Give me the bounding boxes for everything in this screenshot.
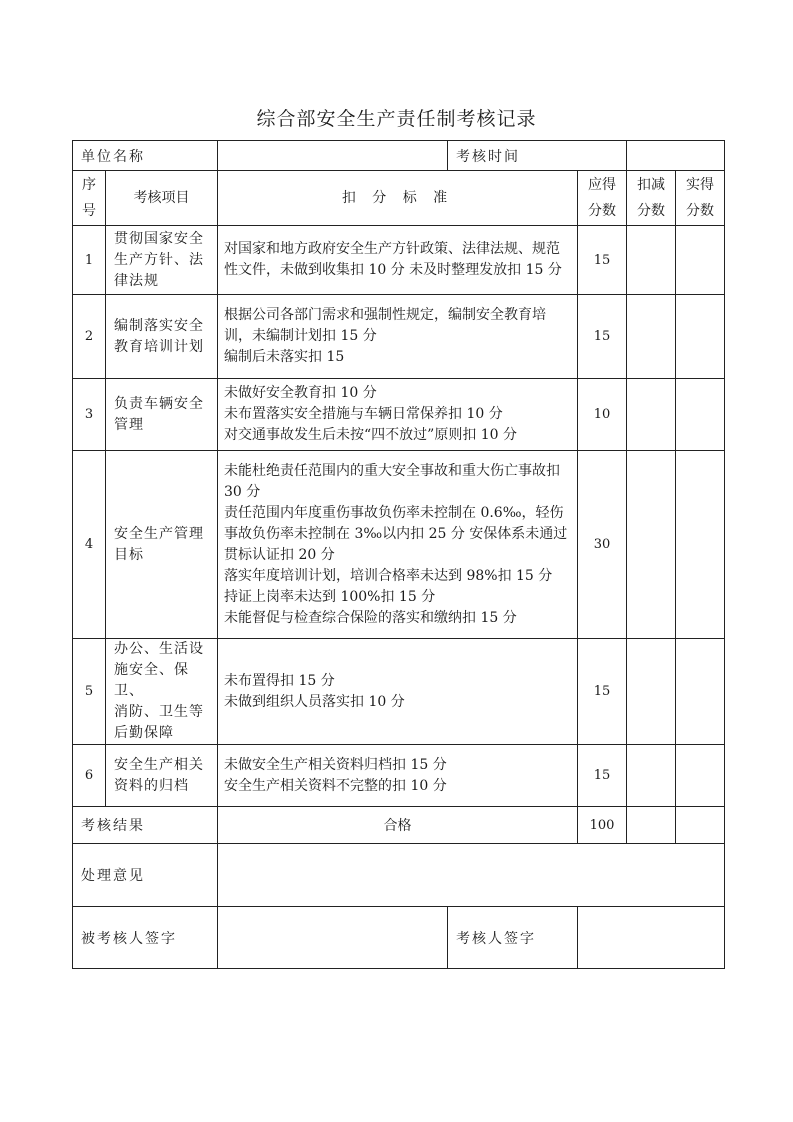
row-actual-cell[interactable] bbox=[676, 295, 725, 379]
row-item: 安全生产相关 资料的归档 bbox=[106, 745, 218, 807]
row-actual-cell[interactable] bbox=[676, 379, 725, 451]
row-deduct-cell[interactable] bbox=[627, 226, 676, 295]
row-seq: 1 bbox=[73, 226, 106, 295]
row-criteria: 未能杜绝责任范围内的重大安全事故和重大伤亡事故扣 30 分 责任范围内年度重伤事故负伤率未控制在 0.6‰，轻伤事故负伤率未控制在 3‰以内扣 25 分 安保体系未通过贯标认证扣 20 分 落实年度培训计划，培训合格率未达到 98%扣 15 分 持证上岗率未达到 100%扣 15 分 未能督促与检查综合保险的落实和缴纳扣 15 分 bbox=[218, 451, 578, 639]
opinion-field[interactable] bbox=[218, 844, 725, 907]
item-header: 考核项目 bbox=[106, 171, 218, 226]
unit-name-label: 单位名称 bbox=[73, 141, 218, 171]
assessee-signature-label: 被考核人签字 bbox=[73, 907, 218, 969]
assessment-table bbox=[72, 140, 725, 969]
row-seq: 4 bbox=[73, 451, 106, 639]
result-row bbox=[73, 807, 725, 844]
row-criteria: 未布置得扣 15 分 未做到组织人员落实扣 10 分 bbox=[218, 639, 578, 745]
unit-name-field[interactable] bbox=[218, 141, 448, 171]
assessee-signature-field[interactable] bbox=[218, 907, 448, 969]
row-criteria: 未做好安全教育扣 10 分 未布置落实安全措施与车辆日常保养扣 10 分 对交通事故发生后未按“四不放过”原则扣 10 分 bbox=[218, 379, 578, 451]
page-title: 综合部安全生产责任制考核记录 bbox=[256, 108, 537, 130]
row-score: 30 bbox=[578, 451, 627, 639]
row-item: 办公、生活设 施安全、保卫、 消防、卫生等 后勤保障 bbox=[106, 639, 218, 745]
row-score: 15 bbox=[578, 226, 627, 295]
row-deduct-cell[interactable] bbox=[627, 295, 676, 379]
row-criteria: 未做安全生产相关资料归档扣 15 分 安全生产相关资料不完整的扣 10 分 bbox=[218, 745, 578, 807]
result-total: 100 bbox=[578, 807, 627, 844]
row-score: 15 bbox=[578, 295, 627, 379]
row-deduct-cell[interactable] bbox=[627, 745, 676, 807]
result-deduct-cell[interactable] bbox=[627, 807, 676, 844]
row-item: 贯彻国家安全 生产方针、法 律法规 bbox=[106, 226, 218, 295]
table-row bbox=[73, 745, 725, 807]
row-criteria: 根据公司各部门需求和强制性规定，编制安全教育培训，未编制计划扣 15 分 编制后未落实扣 15 bbox=[218, 295, 578, 379]
row-seq: 3 bbox=[73, 379, 106, 451]
row-item: 负责车辆安全 管理 bbox=[106, 379, 218, 451]
row-score: 15 bbox=[578, 639, 627, 745]
row-actual-cell[interactable] bbox=[676, 226, 725, 295]
result-actual-cell[interactable] bbox=[676, 807, 725, 844]
row-item: 编制落实安全 教育培训计划 bbox=[106, 295, 218, 379]
row-item: 安全生产管理 目标 bbox=[106, 451, 218, 639]
assessment-time-field[interactable] bbox=[627, 141, 725, 171]
table-row bbox=[73, 451, 725, 639]
assessor-signature-label: 考核人签字 bbox=[448, 907, 578, 969]
opinion-label: 处理意见 bbox=[73, 844, 218, 907]
assessment-time-label: 考核时间 bbox=[448, 141, 627, 171]
row-actual-cell[interactable] bbox=[676, 639, 725, 745]
row-seq: 6 bbox=[73, 745, 106, 807]
result-value: 合格 bbox=[218, 807, 578, 844]
row-actual-cell[interactable] bbox=[676, 451, 725, 639]
criteria-header: 扣 分 标 准 bbox=[218, 171, 578, 226]
row-deduct-cell[interactable] bbox=[627, 379, 676, 451]
result-label: 考核结果 bbox=[73, 807, 218, 844]
table-row bbox=[73, 295, 725, 379]
table-row bbox=[73, 379, 725, 451]
table-row bbox=[73, 226, 725, 295]
assessor-signature-field[interactable] bbox=[578, 907, 725, 969]
score-header: 应得 分数 bbox=[578, 171, 627, 226]
header-info-row bbox=[73, 141, 725, 171]
table-row bbox=[73, 639, 725, 745]
column-header-row bbox=[73, 171, 725, 226]
row-actual-cell[interactable] bbox=[676, 745, 725, 807]
row-deduct-cell[interactable] bbox=[627, 451, 676, 639]
deduct-header: 扣减 分数 bbox=[627, 171, 676, 226]
opinion-row bbox=[73, 844, 725, 907]
seq-header: 序 号 bbox=[73, 171, 106, 226]
row-deduct-cell[interactable] bbox=[627, 639, 676, 745]
row-seq: 5 bbox=[73, 639, 106, 745]
actual-header: 实得 分数 bbox=[676, 171, 725, 226]
signature-row bbox=[73, 907, 725, 969]
row-score: 15 bbox=[578, 745, 627, 807]
row-criteria: 对国家和地方政府安全生产方针政策、法律法规、规范性文件，未做到收集扣 10 分 未及时整理发放扣 15 分 bbox=[218, 226, 578, 295]
row-seq: 2 bbox=[73, 295, 106, 379]
row-score: 10 bbox=[578, 379, 627, 451]
